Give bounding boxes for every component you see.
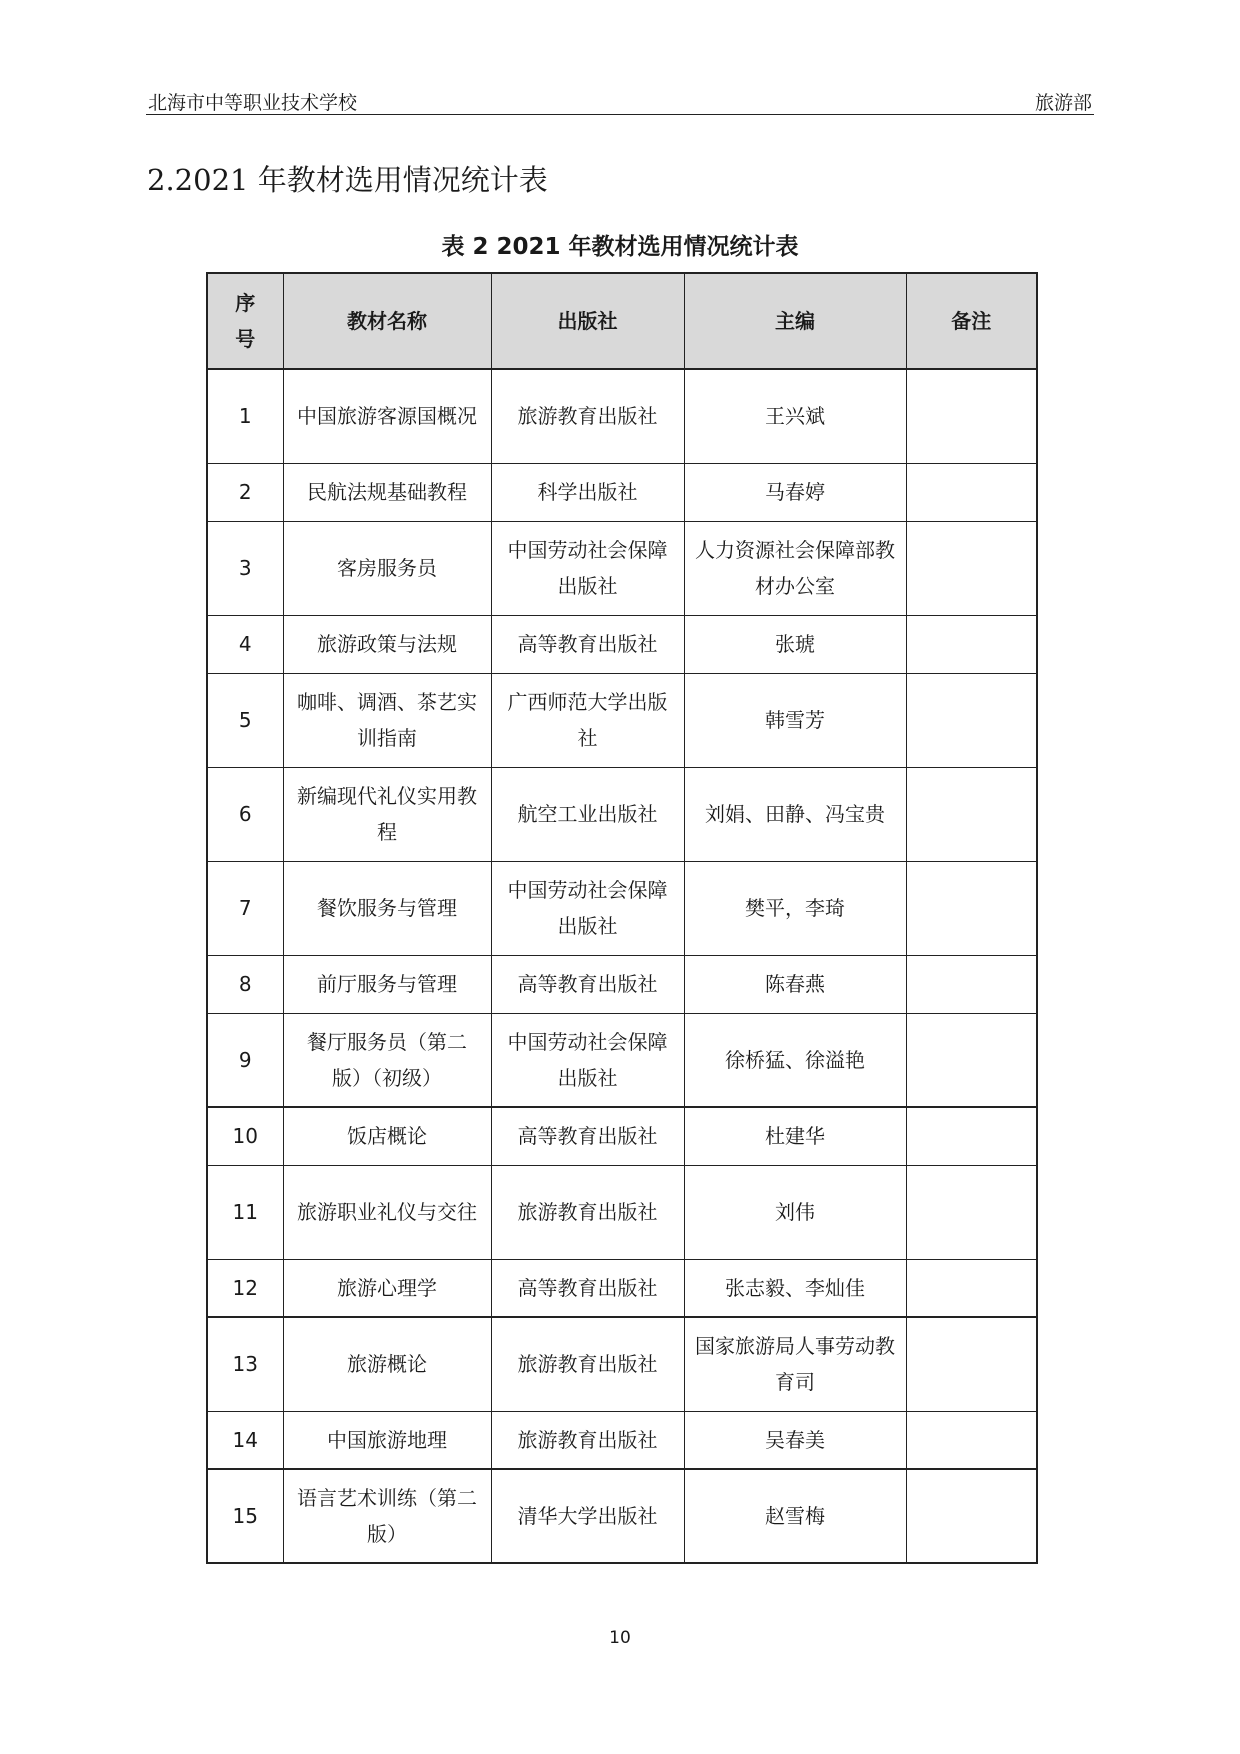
header-school: 北海市中等职业技术学校 [148,92,358,114]
row-name: 民航法规基础教程 [283,463,491,521]
header-divider [146,114,1094,115]
row-no: 6 [207,767,283,861]
row-no: 7 [207,861,283,955]
row-editor: 樊平，李琦 [684,861,906,955]
table-row [207,1259,1037,1317]
table-row [207,1165,1037,1259]
table-row [207,463,1037,521]
row-editor: 张琥 [684,615,906,673]
col-header-name: 教材名称 [283,273,491,369]
row-publisher: 高等教育出版社 [491,955,684,1013]
row-note [906,615,1037,673]
row-no: 4 [207,615,283,673]
row-publisher: 高等教育出版社 [491,615,684,673]
table-row [207,1469,1037,1563]
row-name: 中国旅游地理 [283,1411,491,1469]
row-editor: 马春婷 [684,463,906,521]
row-name: 语言艺术训练（第二版） [283,1469,491,1563]
table-row [207,1107,1037,1165]
row-name: 旅游政策与法规 [283,615,491,673]
col-header-editor: 主编 [684,273,906,369]
row-editor: 人力资源社会保障部教材办公室 [684,521,906,615]
row-no: 5 [207,673,283,767]
row-editor: 张志毅、李灿佳 [684,1259,906,1317]
row-note [906,1165,1037,1259]
table-row [207,861,1037,955]
row-note [906,1411,1037,1469]
row-publisher: 高等教育出版社 [491,1107,684,1165]
page-number: 10 [609,1628,631,1648]
row-no: 8 [207,955,283,1013]
row-no: 11 [207,1165,283,1259]
table-row [207,673,1037,767]
row-editor: 刘伟 [684,1165,906,1259]
row-note [906,521,1037,615]
row-note [906,369,1037,463]
row-no: 9 [207,1013,283,1107]
row-name: 咖啡、调酒、茶艺实训指南 [283,673,491,767]
row-note [906,861,1037,955]
row-publisher: 航空工业出版社 [491,767,684,861]
row-publisher: 广西师范大学出版社 [491,673,684,767]
row-name: 旅游概论 [283,1317,491,1411]
row-editor: 杜建华 [684,1107,906,1165]
row-name: 旅游职业礼仪与交往 [283,1165,491,1259]
row-publisher: 中国劳动社会保障出版社 [491,521,684,615]
row-publisher: 高等教育出版社 [491,1259,684,1317]
row-publisher: 旅游教育出版社 [491,1411,684,1469]
table-row [207,767,1037,861]
table-row [207,369,1037,463]
row-publisher: 旅游教育出版社 [491,1165,684,1259]
row-publisher: 旅游教育出版社 [491,1317,684,1411]
row-no: 10 [207,1107,283,1165]
row-name: 前厅服务与管理 [283,955,491,1013]
row-name: 餐饮服务与管理 [283,861,491,955]
table-row [207,955,1037,1013]
table-row [207,615,1037,673]
row-no: 14 [207,1411,283,1469]
row-no: 1 [207,369,283,463]
row-publisher: 科学出版社 [491,463,684,521]
row-note [906,767,1037,861]
col-header-note: 备注 [906,273,1037,369]
row-no: 12 [207,1259,283,1317]
row-name: 客房服务员 [283,521,491,615]
row-editor: 吴春美 [684,1411,906,1469]
section-title: 2.2021 年教材选用情况统计表 [147,163,548,197]
header-department: 旅游部 [1034,92,1092,114]
table-row [207,521,1037,615]
row-note [906,1013,1037,1107]
row-note [906,1259,1037,1317]
row-no: 3 [207,521,283,615]
table-row [207,1317,1037,1411]
col-header-publisher: 出版社 [491,273,684,369]
table-row [207,1013,1037,1107]
table-header-row [207,273,1037,369]
row-editor: 刘娟、田静、冯宝贵 [684,767,906,861]
table-row [207,1411,1037,1469]
row-note [906,1469,1037,1563]
table-caption: 表 2 2021 年教材选用情况统计表 [441,234,799,260]
row-name: 饭店概论 [283,1107,491,1165]
row-publisher: 中国劳动社会保障出版社 [491,861,684,955]
row-name: 旅游心理学 [283,1259,491,1317]
row-editor: 韩雪芳 [684,673,906,767]
row-no: 2 [207,463,283,521]
row-name: 餐厅服务员（第二版）（初级） [283,1013,491,1107]
row-note [906,1107,1037,1165]
row-name: 中国旅游客源国概况 [283,369,491,463]
row-no: 13 [207,1317,283,1411]
row-editor: 徐桥猛、徐溢艳 [684,1013,906,1107]
row-editor: 王兴斌 [684,369,906,463]
textbook-table [206,272,1038,1564]
row-publisher: 旅游教育出版社 [491,369,684,463]
row-publisher: 清华大学出版社 [491,1469,684,1563]
row-name: 新编现代礼仪实用教程 [283,767,491,861]
col-header-no: 序号 [207,273,283,369]
row-no: 15 [207,1469,283,1563]
row-editor: 赵雪梅 [684,1469,906,1563]
row-note [906,1317,1037,1411]
row-editor: 国家旅游局人事劳动教育司 [684,1317,906,1411]
row-note [906,955,1037,1013]
row-publisher: 中国劳动社会保障出版社 [491,1013,684,1107]
row-note [906,463,1037,521]
row-note [906,673,1037,767]
row-editor: 陈春燕 [684,955,906,1013]
